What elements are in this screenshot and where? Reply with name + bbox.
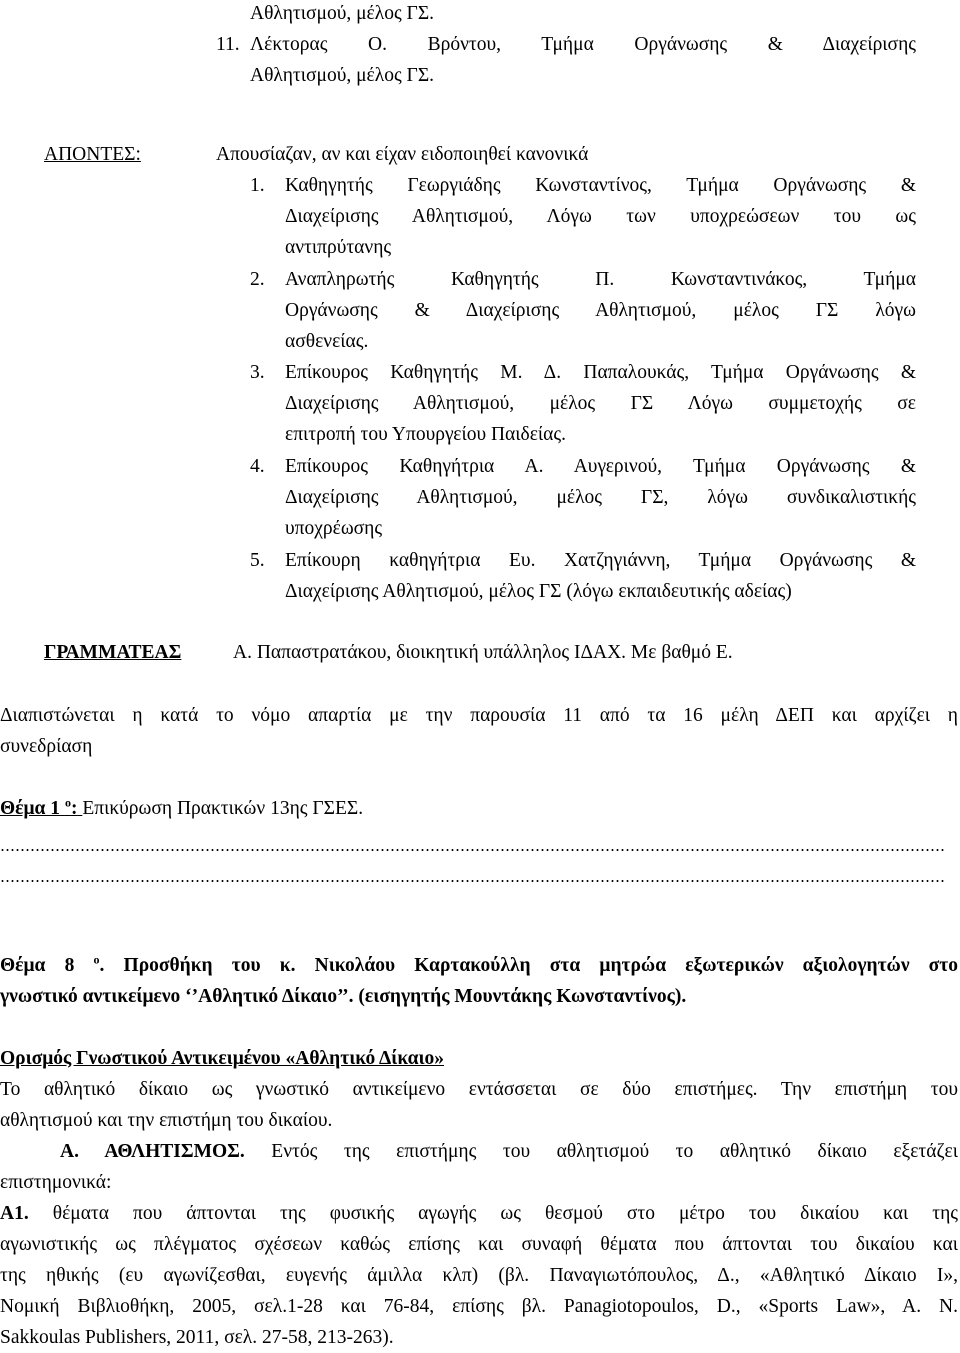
topic-8-line-2: γνωστικό αντικείμενο ‘’Αθλητικό Δίκαιο’’. (εισηγητής Μουντάκης Κωνσταντίνος). bbox=[0, 986, 687, 1007]
list-item-11-line-1: Λέκτορας Ο. Βρόντου, Τμήμα Οργάνωσης & Διαχείρισης bbox=[250, 34, 916, 55]
absent-item-2-number: 2. bbox=[250, 269, 265, 290]
absent-intro: Απουσίαζαν, αν και είχαν ειδοποιηθεί κανονικά bbox=[216, 144, 589, 165]
topic-8-line-1: Θέμα 8 $^o$. Προσθήκη του κ. Νικολάου Καρτακούλλη στα μητρώα εξωτερικών αξιολογητών στο bbox=[0, 952, 959, 976]
absent-item-2-line-2: Οργάνωσης & Διαχείρισης Αθλητισμού, μέλος ΓΣ λόγω bbox=[285, 300, 916, 321]
section-a1-line-4: Νομική Βιβλιοθήκη, 2005, σελ.1-28 και 76-84, επίσης βλ. Panagiotopoulos, D., «Sports Law», A. N. bbox=[0, 1296, 958, 1317]
absent-item-5-line-2: Διαχείρισης Αθλητισμού, μέλος ΓΣ (λόγω εκπαιδευτικής αδείας) bbox=[285, 581, 792, 602]
absent-item-4-line-1: Επίκουρος Καθηγήτρια Α. Αυγερινού, Τμήμα Οργάνωσης & bbox=[285, 456, 916, 477]
topic-1-label: Θέμα 1 $^o$: bbox=[0, 795, 78, 819]
section-a1-line-2: αγωνιστικής ως πλέγματος σχέσεων καθώς επίσης και συναφή θέματα που άπτονται του δικαίου και bbox=[0, 1234, 958, 1255]
dotted-line-1 bbox=[0, 849, 944, 851]
quorum-line-2: συνεδρίαση bbox=[0, 736, 93, 757]
secretary-text: Α. Παπαστρατάκου, διοικητική υπάλληλος ΙΔΑΧ. Με βαθμό Ε. bbox=[233, 642, 733, 663]
absent-item-1-line-1: Καθηγητής Γεωργιάδης Κωνσταντίνος, Τμήμα Οργάνωσης & bbox=[285, 175, 916, 196]
absent-item-3-number: 3. bbox=[250, 362, 265, 383]
absent-item-2-line-3: ασθενείας. bbox=[285, 331, 369, 352]
definition-paragraph-line-1: Το αθλητικό δίκαιο ως γνωστικό αντικείμενο εντάσσεται σε δύο επιστήμες. Την επιστήμη του bbox=[0, 1079, 958, 1100]
quorum-line-1: Διαπιστώνεται η κατά το νόμο απαρτία με την παρουσία 11 από τα 16 μέλη ΔΕΠ και αρχίζει η bbox=[0, 705, 958, 726]
section-a-line-1: Α. ΑΘΛΗΤΙΣΜΟΣ. Εντός της επιστήμης του αθλητισμού το αθλητικό δίκαιο εξετάζει bbox=[60, 1141, 958, 1162]
absent-item-1-number: 1. bbox=[250, 175, 265, 196]
absent-item-5-line-1: Επίκουρη καθηγήτρια Ευ. Χατζηγιάννη, Τμήμα Οργάνωσης & bbox=[285, 550, 916, 571]
absent-item-3-line-2: Διαχείρισης Αθλητισμού, μέλος ΓΣ Λόγω συμμετοχής σε bbox=[285, 393, 916, 414]
absent-item-4-number: 4. bbox=[250, 456, 265, 477]
section-a1-label: Α1. bbox=[0, 1203, 29, 1224]
definition-paragraph-line-2: αθλητισμού και την επιστήμη του δικαίου. bbox=[0, 1110, 333, 1131]
section-a1-line-5: Sakkoulas Publishers, 2011, σελ. 27-58, 213-263). bbox=[0, 1327, 394, 1348]
absent-item-4-line-2: Διαχείρισης Αθλητισμού, μέλος ΓΣ, λόγω συνδικαλιστικής bbox=[285, 487, 916, 508]
list-item-11-line-2: Αθλητισμού, μέλος ΓΣ. bbox=[250, 65, 435, 86]
topic-1-text: Επικύρωση Πρακτικών 13ης ΓΣΕΣ. bbox=[82, 798, 364, 819]
list-item-continuation: Αθλητισμού, μέλος ΓΣ. bbox=[250, 3, 435, 24]
section-a-line-2: επιστημονικά: bbox=[0, 1172, 112, 1193]
dotted-line-2 bbox=[0, 880, 944, 882]
absent-item-4-line-3: υποχρέωσης bbox=[285, 518, 383, 539]
secretary-heading: ΓΡΑΜΜΑΤΕΑΣ bbox=[44, 642, 182, 663]
absent-item-2-line-1: Αναπληρωτής Καθηγητής Π. Κωνσταντινάκος, Τμήμα bbox=[285, 269, 916, 290]
definition-heading: Ορισμός Γνωστικού Αντικειμένου «Αθλητικό Δίκαιο» bbox=[0, 1048, 445, 1069]
absent-item-1-line-3: αντιπρύτανης bbox=[285, 237, 392, 258]
topic-8-label: Θέμα 8 $^o$ bbox=[0, 952, 100, 976]
section-a1-line-3: της ηθικής (ευ αγωνίζεσθαι, ευγενής άμιλλα κλπ) (βλ. Παναγιωτόπουλος, Δ., «Αθλητικό Δίκαιο Ι», bbox=[0, 1265, 958, 1286]
absent-item-1-line-2: Διαχείρισης Αθλητισμού, Λόγω των υποχρεώσεων του ως bbox=[285, 206, 916, 227]
absent-item-3-line-3: επιτροπή του Υπουργείου Παιδείας. bbox=[285, 424, 566, 445]
section-a-label: Α. ΑΘΛΗΤΙΣΜΟΣ. bbox=[60, 1141, 245, 1162]
section-a1-line-1: Α1. θέματα που άπτονται της φυσικής αγωγής ως θεσμού στο μέτρο του δικαίου και της bbox=[0, 1203, 958, 1224]
absent-heading: ΑΠΟΝΤΕΣ: bbox=[44, 144, 141, 165]
absent-item-3-line-1: Επίκουρος Καθηγητής Μ. Δ. Παπαλουκάς, Τμήμα Οργάνωσης & bbox=[285, 362, 916, 383]
absent-item-5-number: 5. bbox=[250, 550, 265, 571]
topic-1-heading bbox=[0, 797, 363, 821]
list-number-11: 11. bbox=[216, 34, 240, 55]
